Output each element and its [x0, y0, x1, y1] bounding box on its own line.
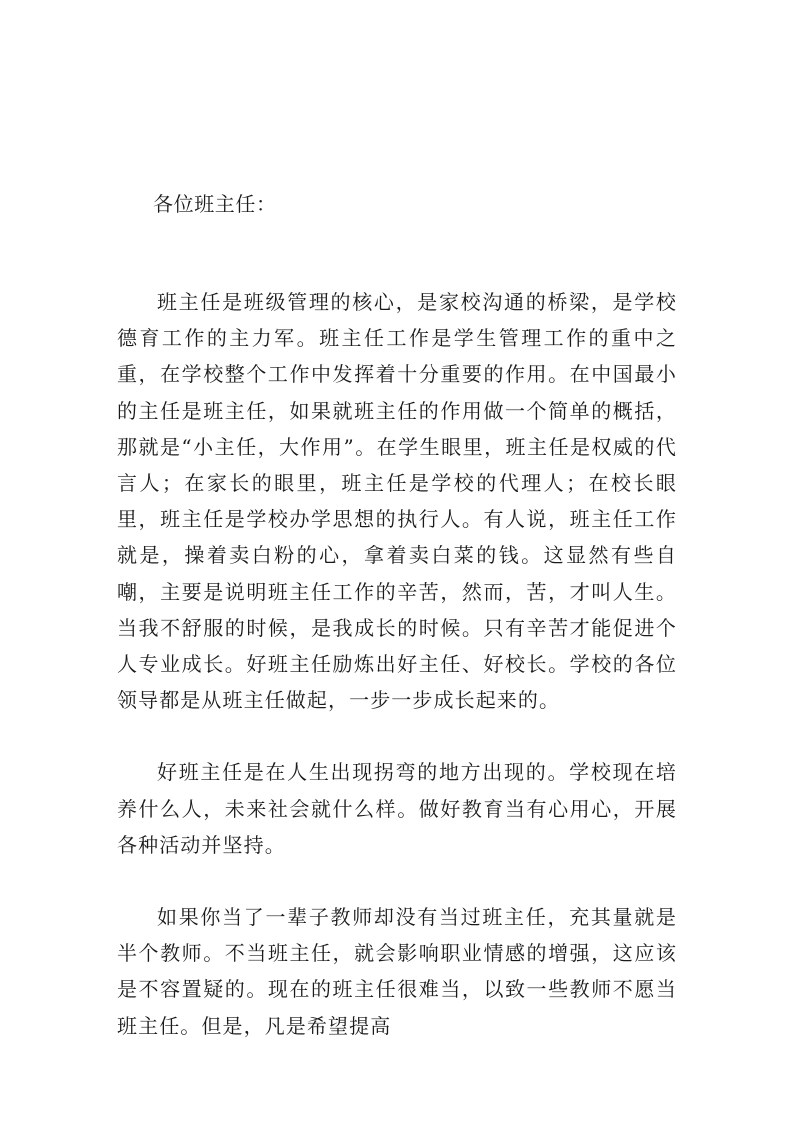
paragraph-spacer [117, 718, 677, 754]
paragraph-role-of-head-teacher: 班主任是班级管理的核心，是家校沟通的桥梁，是学校德育工作的主力军。班主任工作是学生管理工作的重中之重，在学校整个工作中发挥着十分重要的作用。在中国最小的主任是班主任，如果就班主任的作用做一个简单的概括，那就是“小主任，大作用”。在学生眼里，班主任是权威的代言人；在家长的眼里，班主任是学校的代理人；在校长眼里，班主任是学校办学思想的执行人。有人说，班主任工作就是，操着卖白粉的心，拿着卖白菜的钱。这显然有些自嘲，主要是说明班主任工作的辛苦，然而，苦，才叫人生。当我不舒服的时候，是我成长的时候。只有辛苦才能促进个人专业成长。好班主任励炼出好主任、好校长。学校的各位领导都是从班主任做起，一步一步成长起来的。 [117, 290, 677, 713]
document-page [117, 186, 677, 1044]
paragraph-half-a-teacher: 如果你当了一辈子教师却没有当过班主任，充其量就是半个教师。不当班主任，就会影响职业情感的增强，这应该是不容置疑的。现在的班主任很难当，以致一些教师不愿当班主任。但是，凡是希望提高 [117, 905, 677, 1038]
paragraph-spacer [117, 222, 677, 284]
paragraph-spacer [117, 863, 677, 899]
paragraph-good-head-teacher: 好班主任是在人生出现拐弯的地方出现的。学校现在培养什么人，未来社会就什么样。做好教育当有心用心，开展各种活动并坚持。 [117, 760, 677, 857]
salutation: 各位班主任： [153, 192, 277, 216]
